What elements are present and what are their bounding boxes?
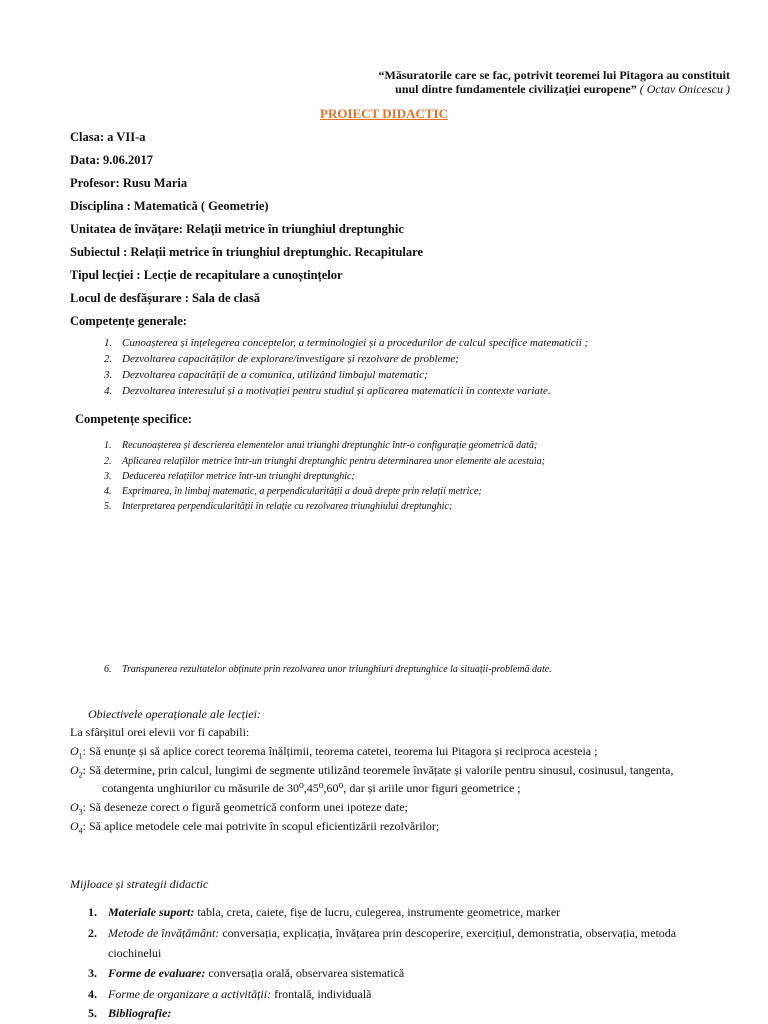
list-item: 1. Cunoașterea și înțelegerea conceptelor, a terminologiei și a procedurilor de calcul specifice matematicii ; [104,337,589,349]
list-item: 4. Forme de organizare a activității: frontală, individuală [88,987,372,1001]
list-item: 1. Materiale suport: tabla, creta, caiete, fișe de lucru, culegerea, instrumente geometrice, marker [88,905,561,919]
objective-o4: $O_4$: Să aplice metodele cele mai potrivite în scopul eficientizării rezolvărilor; [70,819,440,836]
list-item: 3. Deducerea relațiilor metrice într-un triunghi dreptunghic; [104,471,355,482]
list-item: 3. Dezvoltarea capacității de a comunica, utilizând limbajul matematic; [104,369,428,381]
objective-o2: $O_2$: Să determine, prin calcul, lungimi de segmente utilizând teoremele învățate și valorile pentru sinusul, cosinusul, tangenta, [70,763,674,780]
field-tipul-lectiei: Tipul lecției : Lecție de recapitulare a cunoștințelor [70,268,343,282]
list-item: 2. Aplicarea relațiilor metrice într-un triunghi dreptunghic pentru determinarea unor elemente ale acestuia; [104,456,545,467]
list-item: 3. Forme de evaluare: conversația orală, observarea sistematică [88,966,405,980]
competente-specifice-heading: Competențe specifice: [75,412,192,426]
field-unitatea: Unitatea de învățare: Relații metrice în triunghiul dreptunghic [70,222,404,236]
list-item: 5. Bibliografie: [88,1006,172,1020]
list-item: 4. Dezvoltarea interesului și a motivației pentru studiul și aplicarea matematicii în contexte variate. [104,385,551,397]
objective-o2-continuation: cotangenta unghiurilor cu măsurile de 30⁰,45⁰,60⁰, dar și ariile unor figuri geometrice ; [102,781,521,795]
epigraph-quote [200,68,730,96]
obiective-heading: Obiectivele operaționale ale lecției: [88,707,261,721]
list-item: 1. Recunoașterea și descrierea elementelor unui triunghi dreptunghic într-o configurație geometrică dată; [104,440,538,451]
competente-generale-heading: Competențe generale: [70,314,187,328]
field-locul: Locul de desfășurare : Sala de clasă [70,291,261,305]
field-clasa: Clasa: a VII-a [70,130,146,144]
quote-line-2: unul dintre fundamentele civilizației europene” [395,82,637,96]
field-subiectul: Subiectul : Relații metrice în triunghiul dreptunghic. Recapitulare [70,245,424,259]
field-disciplina: Disciplina : Matematică ( Geometrie) [70,199,269,213]
list-item: 2. Dezvoltarea capacităților de explorare/investigare și rezolvare de probleme; [104,353,459,365]
document-title: PROIECT DIDACTIC [320,106,448,121]
list-item: 2. Metode de învățământ: conversația, explicația, învățarea prin descoperire, exercițiul, demonstratia, observația, metoda [88,926,677,940]
obiective-intro: La sfârșitul orei elevii vor fi capabili: [70,725,250,739]
field-data: Data: 9.06.2017 [70,153,153,167]
quote-author: ( Octav Onicescu ) [639,82,730,96]
objective-o1: $O_1$: Să enunțe și să aplice corect teorema înălțimii, teorema catetei, teorema lui Pitagora și reciproca acesteia ; [70,744,598,761]
field-profesor: Profesor: Rusu Maria [70,176,188,190]
mijloace-heading: Mijloace și strategii didactic [70,877,209,891]
list-item: 5. Interpretarea perpendicularității în relație cu rezolvarea triunghiului dreptunghic; [104,501,453,512]
quote-line-1: “Măsuratorile care se fac, potrivit teoremei lui Pitagora au constituit [378,68,730,82]
list-item: 6. Transpunerea rezultatelor obținute prin rezolvarea unor triunghiuri dreptunghice la situații-problemă date. [104,664,552,675]
objective-o3: $O_3$: Să deseneze corect o figură geometrică conform unei ipoteze date; [70,800,408,817]
list-item-continuation: ciochinelui [108,946,162,960]
list-item: 4. Exprimarea, în limbaj matematic, a perpendicularității a două drepte prin relații metrice; [104,486,482,497]
